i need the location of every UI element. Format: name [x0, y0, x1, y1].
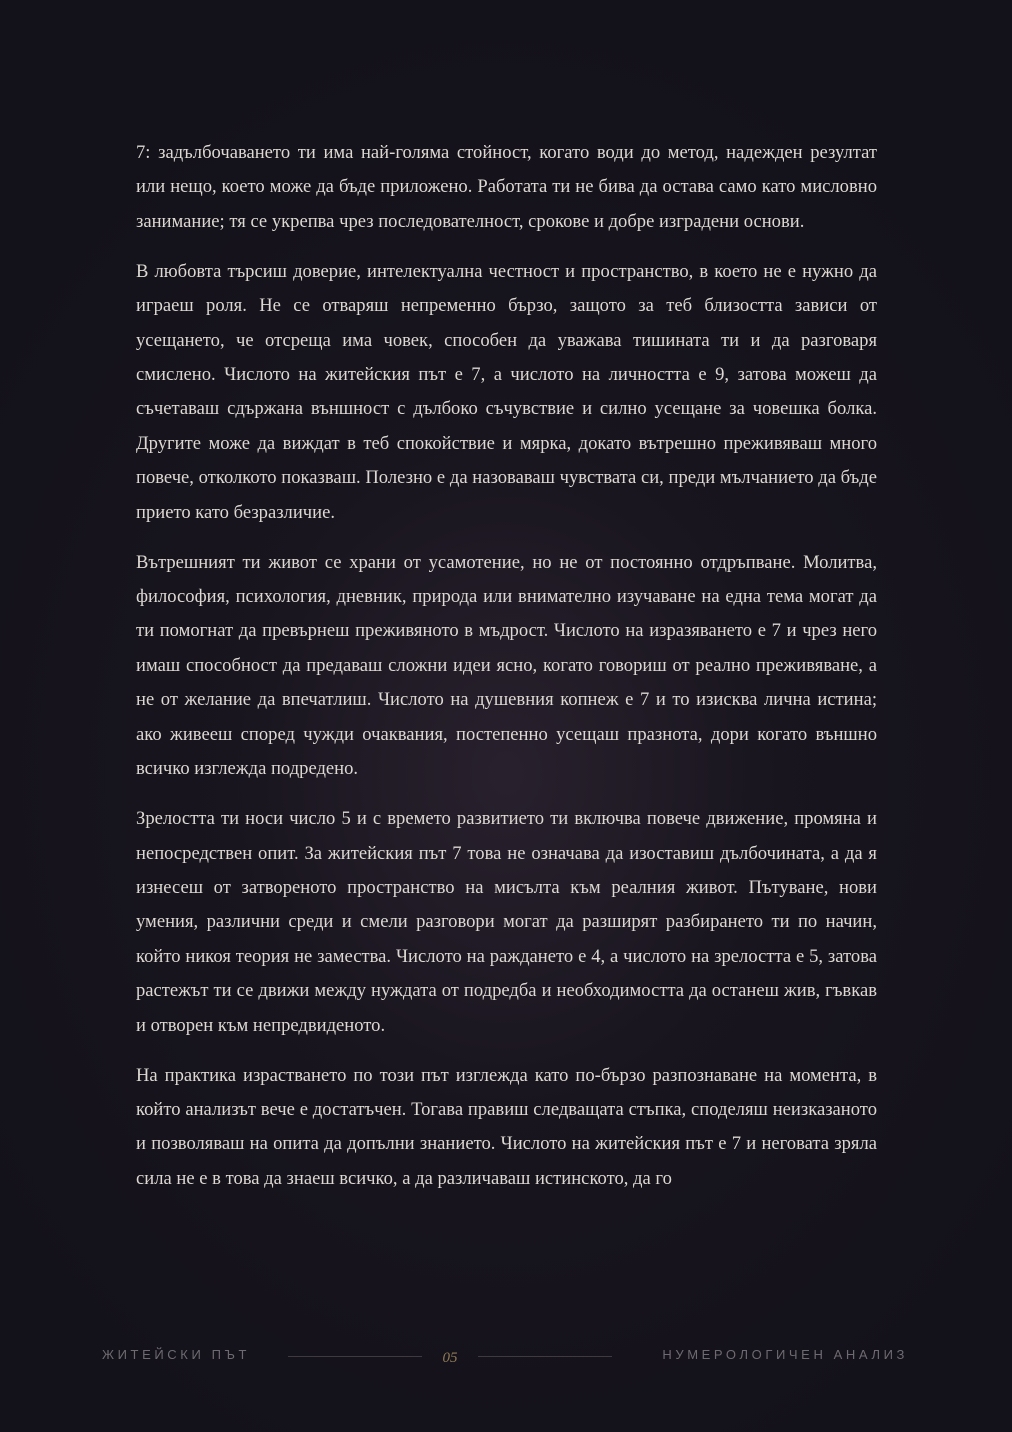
- page-number: 05: [442, 1350, 458, 1366]
- body-text: [136, 136, 877, 1196]
- footer-section-title: ЖИТЕЙСКИ ПЪТ: [102, 1347, 250, 1362]
- paragraph-5: На практика израстването по този път изглежда като по-бързо разпознаване на момента, в който анализът вече е достатъчен. Тогава правиш следващата стъпка, споделяш неизказаното и позволяваш на опита да допълни знанието. Числото на житейския път е 7 и неговата зряла сила не е в това да знаеш всичко, а да различаваш истинското, да го: [136, 1064, 877, 1189]
- paragraph-3: Вътрешният ти живот се храни от усамотение, но не от постоянно отдръпване. Молитва, философия, психология, дневник, природа или внимателно изучаване на една тема могат да ти помогнат да превърнеш преживяното в мъдрост. Числото на изразяването е 7 и чрез него имаш способност да предаваш сложни идеи ясно, когато говориш от реално преживяване, а не от желание да впечатлиш. Числото на душевния копнеж е 7 и то изисква лична истина; ако живееш според чужди очаквания, постепенно усещаш празнота, дори когато външно всичко изглежда подредено.: [136, 551, 877, 780]
- footer-document-title: НУМЕРОЛОГИЧЕН АНАЛИЗ: [662, 1347, 908, 1362]
- footer-divider-right: [478, 1356, 612, 1357]
- page-footer: [0, 1340, 1012, 1380]
- paragraph-4: Зрелостта ти носи число 5 и с времето развитието ти включва повече движение, промяна и непосредствен опит. За житейския път 7 това не означава да изоставиш дълбочината, а да я изнесеш от затвореното пространство на мисълта към реалния живот. Пътуване, нови умения, различни среди и смели разговори могат да разширят разбирането ти по начин, който никоя теория не замества. Числото на раждането е 4, а числото на зрелостта е 5, затова растежът ти се движи между нуждата от подредба и необходимостта да останеш жив, гъвкав и отворен към непредвиденото.: [136, 808, 877, 1036]
- paragraph-2: В любовта търсиш доверие, интелектуална честност и пространство, в което не е нужно да играеш роля. Не се отваряш непременно бързо, защото за теб близостта зависи от усещането, че отсреща има човек, способен да уважава тишината ти и да разговаря смислено. Числото на житейския път е 7, а числото на личността е 9, затова можеш да съчетаваш сдържана външност с дълбоко съчувствие и силно усещане за човешка болка. Другите може да виждат в теб спокойствие и мярка, докато вътрешно преживяваш много повече, отколкото показваш. Полезно е да назоваваш чувствата си, преди мълчанието да бъде прието като безразличие.: [136, 260, 877, 523]
- footer-divider-left: [288, 1356, 422, 1357]
- paragraph-1: 7: задълбочаването ти има най-голяма стойност, когато води до метод, надежден резултат или нещо, което може да бъде приложено. Работата ти не бива да остава само като мисловно занимание; тя се укрепва чрез последователност, срокове и добре изградени основи.: [136, 142, 877, 232]
